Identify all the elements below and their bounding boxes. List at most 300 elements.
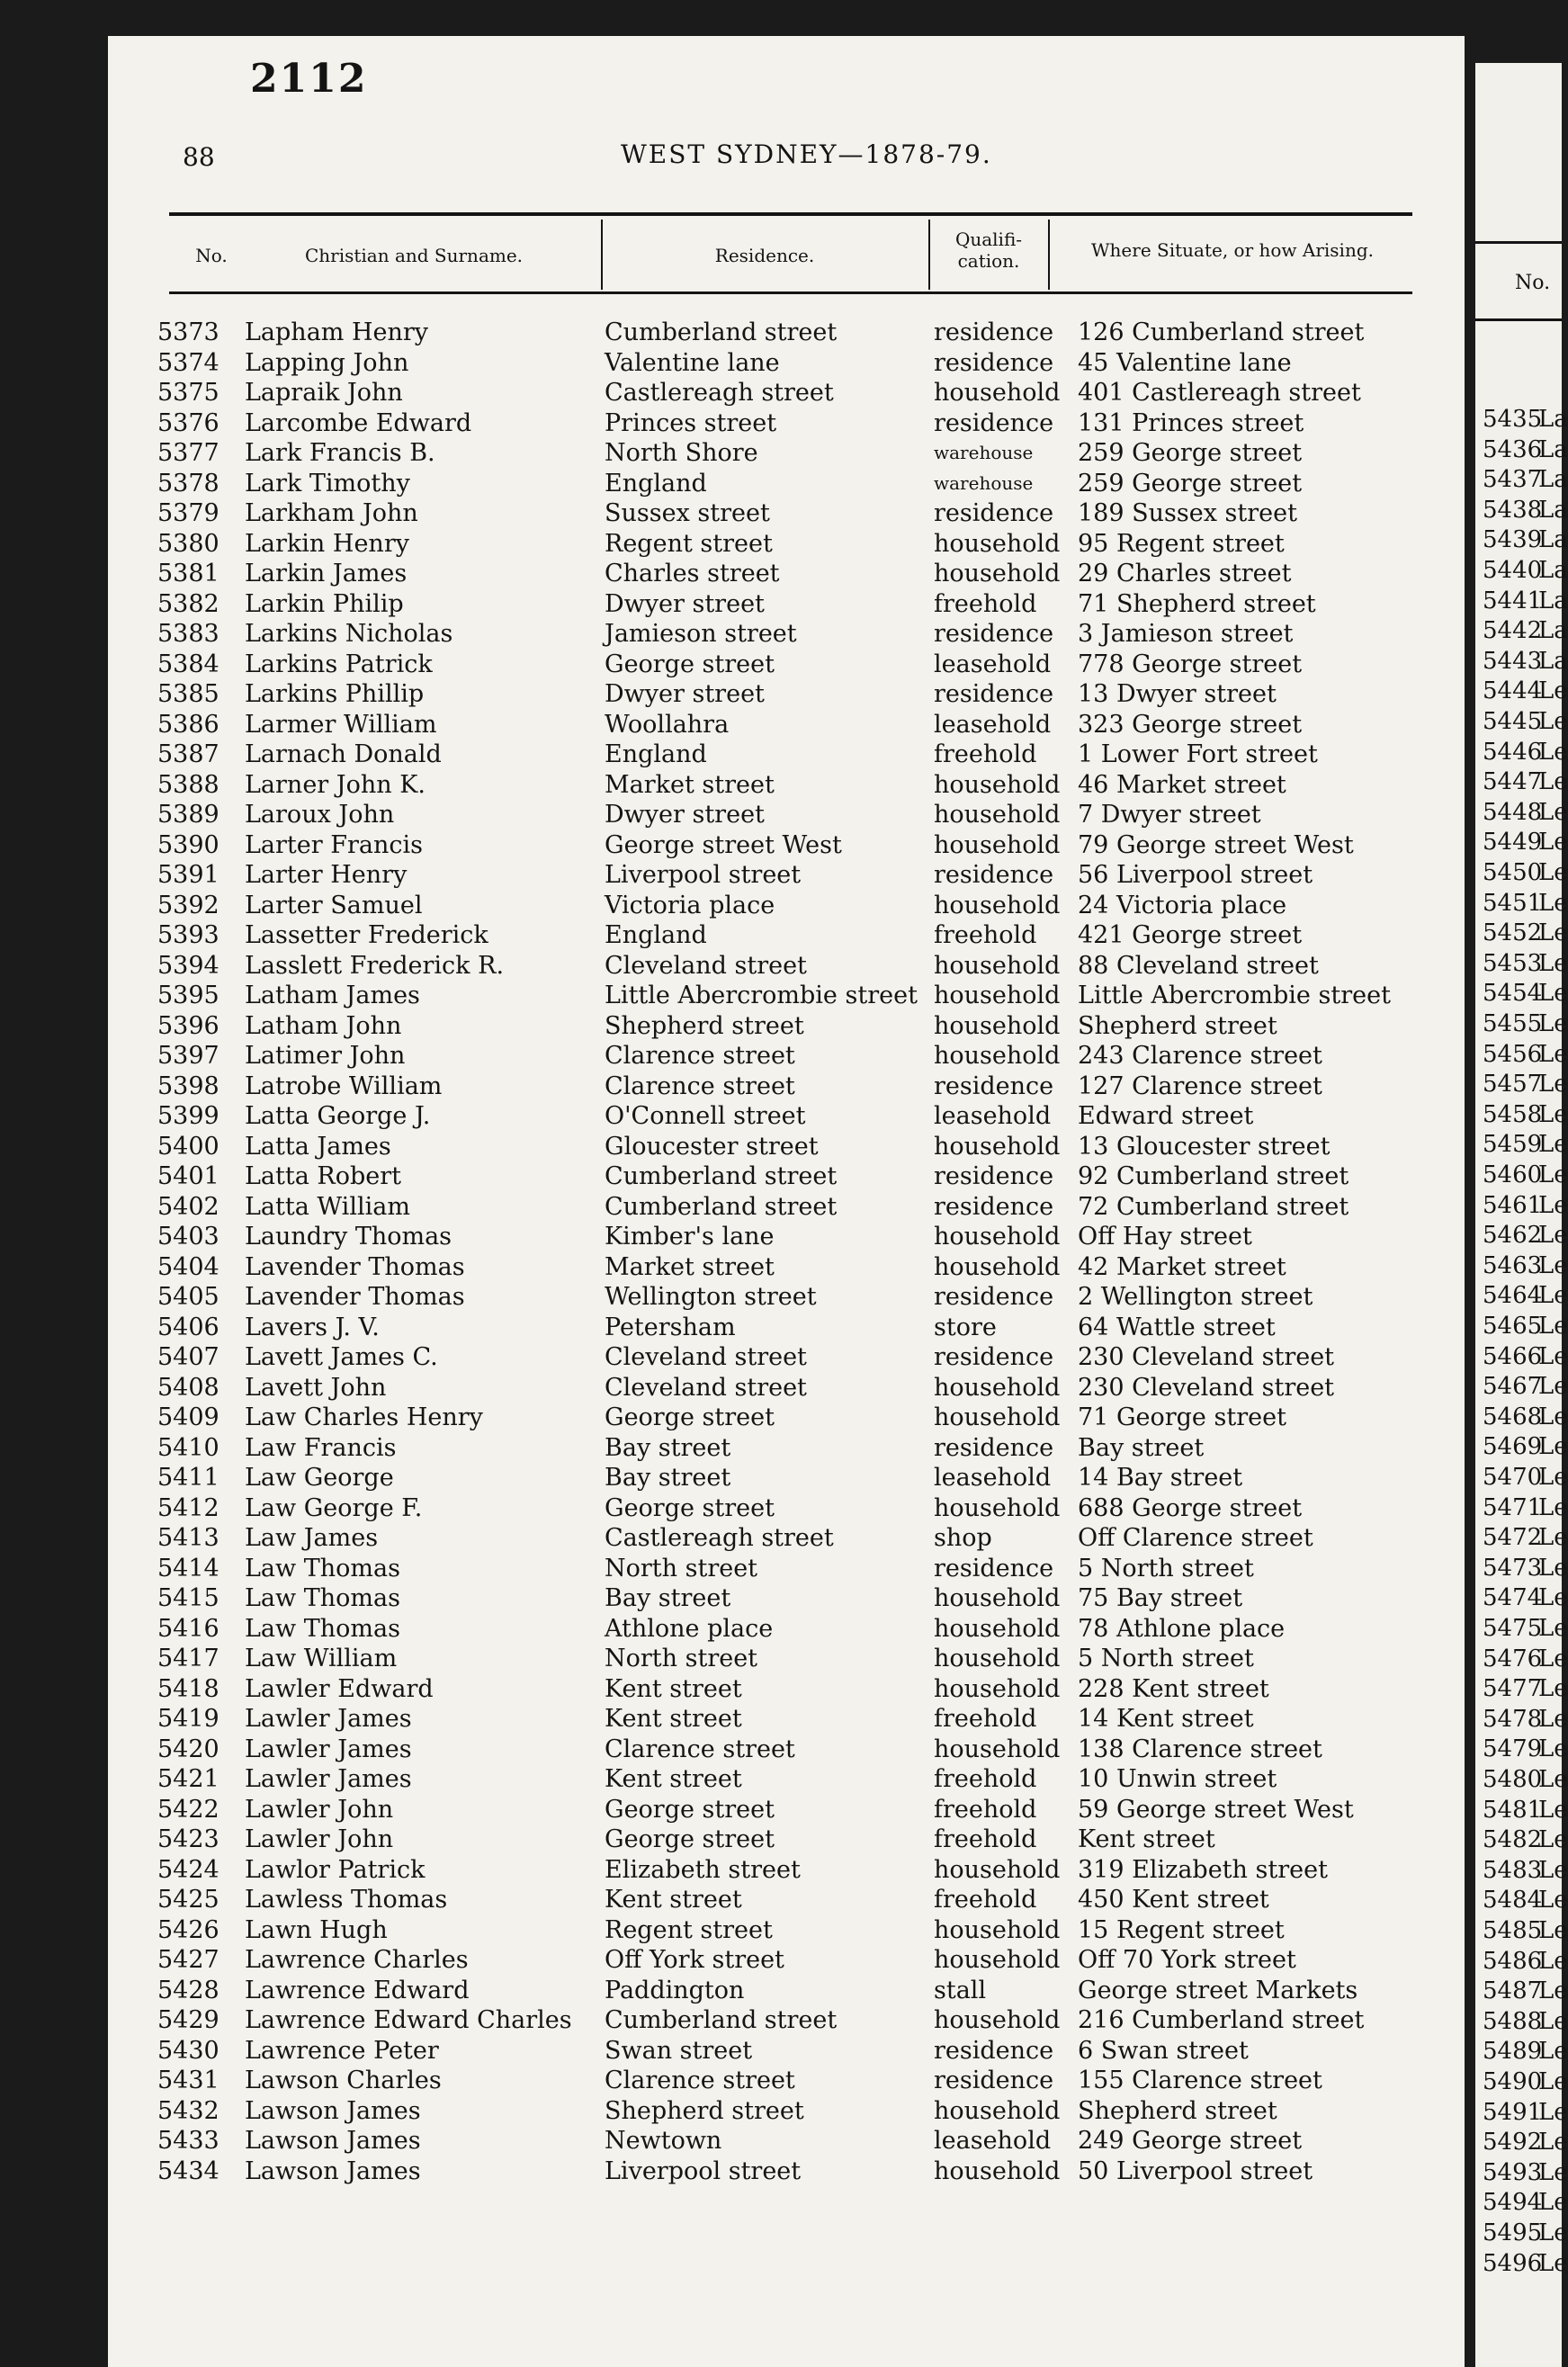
elector-name: Latham John: [245, 1011, 402, 1040]
where-situate: 56 Liverpool street: [1078, 861, 1313, 889]
adjacent-name-fragment: Le: [1538, 738, 1568, 766]
entry-number: 5383: [157, 620, 220, 648]
entry-number: 5419: [157, 1705, 220, 1733]
entry-number: 5402: [157, 1192, 220, 1221]
entry-number: 5387: [157, 740, 220, 768]
where-situate: George street Markets: [1078, 1976, 1358, 2004]
adjacent-entry-number: 5492: [1483, 2129, 1543, 2156]
entry-number: 5399: [157, 1102, 220, 1130]
adjacent-name-fragment: Le: [1538, 1977, 1568, 2005]
residence: North street: [605, 1645, 758, 1672]
where-situate: Shepherd street: [1078, 2096, 1277, 2125]
where-situate: 42 Market street: [1078, 1252, 1286, 1281]
qualification: residence: [934, 620, 1054, 648]
qualification: household: [934, 891, 1061, 919]
residence: Sussex street: [605, 499, 770, 527]
entry-number: 5390: [157, 830, 220, 859]
adjacent-name-fragment: La: [1538, 496, 1568, 524]
adjacent-entry-number: 5468: [1483, 1403, 1543, 1430]
entry-number: 5434: [157, 2156, 220, 2185]
where-situate: 155 Clarence street: [1078, 2067, 1322, 2094]
residence: Charles street: [605, 560, 780, 587]
adjacent-entry-number: 5450: [1483, 859, 1543, 886]
residence: North Shore: [605, 439, 758, 467]
qualification: residence: [934, 1343, 1054, 1371]
entry-number: 5376: [157, 408, 220, 437]
qualification: leasehold: [934, 710, 1052, 739]
table-row: [108, 469, 1511, 498]
where-situate: 13 Gloucester street: [1078, 1132, 1331, 1161]
adjacent-name-fragment: Le: [1538, 1735, 1568, 1763]
residence: Off York street: [605, 1946, 784, 1974]
entry-number: 5384: [157, 650, 220, 678]
page-number: 88: [183, 142, 215, 172]
elector-name: Lawless Thomas: [245, 1886, 448, 1914]
where-situate: 243 Clarence street: [1078, 1042, 1322, 1070]
table-row: [108, 1885, 1511, 1914]
elector-name: Larkin Henry: [245, 529, 409, 558]
table-row: [108, 920, 1511, 950]
elector-name: Lavett James C.: [245, 1343, 438, 1371]
elector-name: Lawson James: [245, 2156, 421, 2185]
where-situate: 126 Cumberland street: [1078, 318, 1365, 346]
adjacent-name-fragment: Le: [1538, 2129, 1568, 2156]
residence: Cleveland street: [605, 951, 807, 980]
residence: Swan street: [605, 2036, 753, 2065]
qualification: freehold: [934, 589, 1037, 618]
adjacent-name-fragment: Le: [1538, 2158, 1568, 2186]
residence: Cleveland street: [605, 1343, 807, 1371]
qualification: residence: [934, 861, 1054, 889]
where-situate: 5 North street: [1078, 1554, 1254, 1582]
adjacent-name-fragment: Le: [1538, 1826, 1568, 1854]
qualification: stall: [934, 1976, 987, 2004]
adjacent-entry-number: 5458: [1483, 1100, 1543, 1128]
entry-number: 5404: [157, 1252, 220, 1281]
residence: Clarence street: [605, 1042, 795, 1070]
adjacent-name-fragment: Le: [1538, 1464, 1568, 1491]
qualification: residence: [934, 408, 1054, 437]
entry-number: 5394: [157, 951, 220, 980]
residence: Jamieson street: [605, 620, 797, 648]
where-situate: 230 Cleveland street: [1078, 1373, 1335, 1402]
qualification: freehold: [934, 1825, 1037, 1853]
table-row: [108, 1101, 1511, 1131]
elector-name: Larter Henry: [245, 861, 408, 889]
adjacent-name-fragment: Le: [1538, 1373, 1568, 1401]
where-situate: 1 Lower Fort street: [1078, 740, 1318, 768]
residence: Little Abercrombie street: [605, 982, 918, 1009]
where-situate: 15 Regent street: [1078, 1915, 1285, 1944]
entry-number: 5409: [157, 1403, 220, 1431]
adjacent-name-fragment: Le: [1538, 2007, 1568, 2035]
qualification: residence: [934, 1162, 1054, 1190]
table-row: [108, 2156, 1511, 2186]
qualification: household: [934, 2006, 1061, 2034]
residence: England: [605, 469, 707, 498]
where-situate: 71 Shepherd street: [1078, 589, 1316, 618]
table-row: [108, 1222, 1511, 1251]
entry-number: 5422: [157, 1795, 220, 1824]
table-row: [108, 1433, 1511, 1463]
residence: Gloucester street: [605, 1132, 819, 1161]
qualification: household: [934, 1493, 1061, 1522]
header-qualification: Qualifi- cation.: [954, 229, 1023, 272]
entry-number: 5427: [157, 1946, 220, 1974]
elector-name: Lawrence Edward Charles: [245, 2006, 572, 2034]
adjacent-name-fragment: Le: [1538, 1615, 1568, 1642]
qualification: household: [934, 951, 1061, 980]
adjacent-name-fragment: La: [1538, 406, 1568, 433]
elector-name: Lawler James: [245, 1735, 412, 1763]
entry-number: 5407: [157, 1343, 220, 1371]
qualification: household: [934, 1011, 1061, 1040]
header-rule-top: [169, 212, 1412, 216]
qualification: freehold: [934, 1795, 1037, 1824]
where-situate: Off 70 York street: [1078, 1946, 1296, 1974]
elector-name: Larkins Patrick: [245, 650, 433, 678]
entry-number: 5392: [157, 891, 220, 919]
residence: Elizabeth street: [605, 1855, 801, 1884]
adjacent-name-fragment: Le: [1538, 1040, 1568, 1068]
table-row: [108, 1764, 1511, 1794]
qualification: freehold: [934, 921, 1037, 949]
adjacent-name-fragment: Le: [1538, 768, 1568, 796]
elector-name: Lawson James: [245, 2096, 421, 2125]
adjacent-name-fragment: La: [1538, 466, 1568, 494]
adjacent-entry-number: 5467: [1483, 1373, 1543, 1401]
adjacent-entry-number: 5479: [1483, 1735, 1543, 1763]
qualification: freehold: [934, 740, 1037, 768]
entry-number: 5405: [157, 1283, 220, 1311]
table-row: [108, 1192, 1511, 1222]
residence: Shepherd street: [605, 2096, 804, 2125]
elector-name: Lawlor Patrick: [245, 1855, 426, 1884]
table-row: [108, 1463, 1511, 1493]
adjacent-entry-number: 5462: [1483, 1222, 1543, 1250]
adjacent-entry-number: 5470: [1483, 1464, 1543, 1491]
where-situate: 131 Princes street: [1078, 408, 1304, 437]
adjacent-name-fragment: Le: [1538, 1222, 1568, 1250]
adjacent-name-fragment: Le: [1538, 1675, 1568, 1703]
adjacent-name-fragment: Le: [1538, 1947, 1568, 1975]
qualification: household: [934, 1614, 1061, 1643]
adjacent-name-fragment: Le: [1538, 859, 1568, 886]
entry-number: 5430: [157, 2036, 220, 2065]
elector-name: Latta George J.: [245, 1102, 431, 1130]
adjacent-name-fragment: Le: [1538, 949, 1568, 977]
residence: Athlone place: [605, 1614, 774, 1643]
where-situate: 13 Dwyer street: [1078, 680, 1277, 708]
where-situate: 45 Valentine lane: [1078, 348, 1292, 377]
elector-name: Larkham John: [245, 499, 418, 527]
adjacent-name-fragment: Le: [1538, 1493, 1568, 1521]
qualification: household: [934, 2096, 1061, 2125]
table-row: [108, 2005, 1511, 2035]
where-situate: 75 Bay street: [1078, 1584, 1243, 1612]
residence: Liverpool street: [605, 861, 802, 889]
elector-name: Law Thomas: [245, 1554, 400, 1582]
entry-number: 5374: [157, 348, 220, 377]
elector-name: Laroux John: [245, 801, 395, 829]
qualification: residence: [934, 1433, 1054, 1462]
qualification: freehold: [934, 1765, 1037, 1793]
qualification: residence: [934, 1192, 1054, 1221]
where-situate: 421 George street: [1078, 921, 1303, 949]
adjacent-name-fragment: Le: [1538, 829, 1568, 856]
adjacent-entry-number: 5437: [1483, 466, 1543, 494]
table-row: [108, 1945, 1511, 1975]
qualification: household: [934, 1855, 1061, 1884]
qualification: household: [934, 1946, 1061, 1974]
elector-name: Lapping John: [245, 348, 409, 377]
table-row: [108, 650, 1511, 679]
qualification: store: [934, 1313, 997, 1341]
elector-name: Lavers J. V.: [245, 1313, 380, 1341]
entry-number: 5377: [157, 439, 220, 467]
adjacent-name-fragment: Le: [1538, 2249, 1568, 2277]
qualification: household: [934, 1252, 1061, 1281]
residence: George street: [605, 1493, 775, 1522]
entry-number: 5388: [157, 770, 220, 799]
residence: Clarence street: [605, 1071, 795, 1100]
table-row: [108, 1252, 1511, 1282]
where-situate: 88 Cleveland street: [1078, 951, 1319, 980]
adjacent-name-fragment: Le: [1538, 1100, 1568, 1128]
where-situate: 29 Charles street: [1078, 560, 1292, 587]
adjacent-name-fragment: Le: [1538, 1433, 1568, 1461]
residence: Cumberland street: [605, 1192, 838, 1221]
adjacent-entry-number: 5460: [1483, 1161, 1543, 1188]
table-row: [108, 318, 1511, 347]
elector-name: Latta Robert: [245, 1162, 402, 1190]
residence: Kent street: [605, 1765, 742, 1793]
adjacent-name-fragment: Le: [1538, 1161, 1568, 1188]
table-row: [108, 498, 1511, 528]
adjacent-entry-number: 5440: [1483, 557, 1543, 584]
elector-name: Lawler John: [245, 1825, 394, 1853]
entry-number: 5412: [157, 1493, 220, 1522]
entry-number: 5424: [157, 1855, 220, 1884]
qualification: household: [934, 1132, 1061, 1161]
elector-name: Laundry Thomas: [245, 1223, 452, 1251]
residence: England: [605, 740, 707, 768]
table-row: [108, 1735, 1511, 1764]
where-situate: 778 George street: [1078, 650, 1303, 678]
adjacent-name-fragment: Le: [1538, 1313, 1568, 1340]
adjacent-name-fragment: Le: [1538, 1917, 1568, 1944]
table-row: [108, 951, 1511, 981]
adjacent-entry-number: 5436: [1483, 435, 1543, 463]
elector-name: Larnach Donald: [245, 740, 442, 768]
where-situate: 95 Regent street: [1078, 529, 1285, 558]
table-row: [108, 1403, 1511, 1432]
where-situate: 59 George street West: [1078, 1795, 1354, 1824]
entry-number: 5380: [157, 529, 220, 558]
entry-number: 5385: [157, 680, 220, 708]
elector-name: Lawson James: [245, 2127, 421, 2155]
entry-number: 5420: [157, 1735, 220, 1763]
adjacent-entry-number: 5469: [1483, 1433, 1543, 1461]
entry-number: 5408: [157, 1373, 220, 1402]
qualification: household: [934, 1674, 1061, 1703]
adjacent-name-fragment: Le: [1538, 919, 1568, 947]
adjacent-entry-number: 5441: [1483, 587, 1543, 614]
where-situate: 230 Cleveland street: [1078, 1343, 1335, 1371]
adjacent-name-fragment: Le: [1538, 1766, 1568, 1793]
elector-name: Lavender Thomas: [245, 1283, 465, 1311]
adjacent-name-fragment: Le: [1538, 2068, 1568, 2095]
entry-number: 5411: [157, 1464, 220, 1492]
adjacent-name-fragment: Le: [1538, 889, 1568, 917]
where-situate: 319 Elizabeth street: [1078, 1855, 1328, 1884]
entry-number: 5381: [157, 560, 220, 587]
elector-name: Law Thomas: [245, 1614, 400, 1643]
where-situate: 71 George street: [1078, 1403, 1286, 1431]
where-situate: 14 Bay street: [1078, 1464, 1243, 1492]
adjacent-entry-number: 5475: [1483, 1615, 1543, 1642]
table-row: [108, 1825, 1511, 1854]
elector-name: Law James: [245, 1524, 379, 1552]
residence: O'Connell street: [605, 1102, 806, 1130]
table-row: [108, 2066, 1511, 2095]
residence: Regent street: [605, 1915, 773, 1944]
adjacent-name-fragment: Le: [1538, 1856, 1568, 1884]
qualification: household: [934, 770, 1061, 799]
adjacent-entry-number: 5472: [1483, 1524, 1543, 1552]
table-row: [108, 348, 1511, 378]
entry-number: 5415: [157, 1584, 220, 1612]
adjacent-row: [1483, 2249, 1568, 2279]
entry-number: 5432: [157, 2096, 220, 2125]
table-row: [108, 2096, 1511, 2126]
adjacent-name-fragment: Le: [1538, 2038, 1568, 2066]
entry-number: 5382: [157, 589, 220, 618]
qualification: leasehold: [934, 1464, 1052, 1492]
entry-number: 5403: [157, 1223, 220, 1251]
adjacent-entry-number: 5489: [1483, 2038, 1543, 2066]
residence: George street: [605, 1403, 775, 1431]
adjacent-entry-number: 5459: [1483, 1131, 1543, 1159]
adjacent-name-fragment: Le: [1538, 1584, 1568, 1612]
adjacent-entry-number: 5438: [1483, 496, 1543, 524]
table-row: [108, 1915, 1511, 1945]
qualification: household: [934, 379, 1061, 407]
residence: Victoria place: [605, 891, 775, 919]
adjacent-name-fragment: Le: [1538, 980, 1568, 1008]
entry-number: 5416: [157, 1614, 220, 1643]
table-row: [108, 1132, 1511, 1161]
table-row: [108, 1644, 1511, 1673]
adjacent-no-header: No.: [1515, 272, 1551, 294]
elector-name: Larkin James: [245, 560, 408, 587]
table-row: [108, 891, 1511, 920]
adjacent-row: [1483, 2188, 1568, 2218]
table-row: [108, 1674, 1511, 1704]
adjacent-name-fragment: Le: [1538, 2219, 1568, 2246]
adjacent-name-fragment: Le: [1538, 2189, 1568, 2217]
entry-number: 5433: [157, 2127, 220, 2155]
qualification: residence: [934, 1554, 1054, 1582]
residence: George street West: [605, 830, 842, 859]
column-divider: [928, 220, 930, 290]
where-situate: 79 George street West: [1078, 830, 1354, 859]
adjacent-name-fragment: Le: [1538, 1131, 1568, 1159]
adjacent-name-fragment: Le: [1538, 708, 1568, 735]
elector-name: Law George: [245, 1464, 394, 1492]
adjacent-entry-number: 5452: [1483, 919, 1543, 947]
adjacent-entry-number: 5480: [1483, 1766, 1543, 1793]
where-situate: Edward street: [1078, 1102, 1254, 1130]
where-situate: 72 Cumberland street: [1078, 1192, 1349, 1221]
residence: Newtown: [605, 2127, 722, 2155]
qualification: household: [934, 1403, 1061, 1431]
entry-number: 5425: [157, 1886, 220, 1914]
table-row: [108, 1523, 1511, 1553]
adjacent-entry-number: 5464: [1483, 1282, 1543, 1310]
adjacent-entry-number: 5478: [1483, 1705, 1543, 1733]
residence: Cumberland street: [605, 1162, 838, 1190]
elector-name: Lawler James: [245, 1765, 412, 1793]
header-where: Where Situate, or how Arising.: [1090, 239, 1374, 261]
elector-name: Law Thomas: [245, 1584, 400, 1612]
adjacent-entry-number: 5448: [1483, 798, 1543, 826]
elector-name: Lavender Thomas: [245, 1252, 465, 1281]
residence: Bay street: [605, 1464, 731, 1492]
table-row: [108, 1493, 1511, 1523]
table-row: [108, 1373, 1511, 1403]
adjacent-entry-number: 5485: [1483, 1917, 1543, 1944]
adjacent-entry-number: 5456: [1483, 1040, 1543, 1068]
adjacent-entry-number: 5447: [1483, 768, 1543, 796]
elector-name: Lawrence Charles: [245, 1946, 469, 1974]
table-row: [108, 1071, 1511, 1101]
where-situate: 401 Castlereagh street: [1078, 379, 1361, 407]
residence: Clarence street: [605, 2067, 795, 2094]
where-situate: 189 Sussex street: [1078, 499, 1297, 527]
elector-name: Latimer John: [245, 1042, 406, 1070]
adjacent-entry-number: 5444: [1483, 677, 1543, 705]
residence: Cleveland street: [605, 1373, 807, 1402]
entry-number: 5386: [157, 710, 220, 739]
adjacent-entry-number: 5486: [1483, 1947, 1543, 1975]
elector-name: Lawrence Edward: [245, 1976, 470, 2004]
qualification: household: [934, 830, 1061, 859]
adjacent-row: [1483, 2219, 1568, 2248]
qualification: freehold: [934, 1886, 1037, 1914]
qualification: household: [934, 529, 1061, 558]
elector-name: Lawler John: [245, 1795, 394, 1824]
adjacent-entry-number: 5494: [1483, 2189, 1543, 2217]
residence: Paddington: [605, 1976, 745, 2004]
residence: Castlereagh street: [605, 1524, 834, 1552]
column-divider: [1048, 220, 1050, 290]
adjacent-name-fragment: La: [1538, 647, 1568, 675]
where-situate: 216 Cumberland street: [1078, 2006, 1365, 2034]
table-row: [108, 1313, 1511, 1342]
entry-number: 5406: [157, 1313, 220, 1341]
qualification: residence: [934, 680, 1054, 708]
adjacent-entry-number: 5435: [1483, 406, 1543, 433]
entry-number: 5417: [157, 1645, 220, 1672]
residence: Cumberland street: [605, 2006, 838, 2034]
entry-number: 5397: [157, 1042, 220, 1070]
table-row: [108, 559, 1511, 588]
adjacent-entry-number: 5474: [1483, 1584, 1543, 1612]
where-situate: 688 George street: [1078, 1493, 1303, 1522]
entry-number: 5373: [157, 318, 220, 346]
page-title: WEST SYDNEY—1878-79.: [621, 139, 992, 169]
